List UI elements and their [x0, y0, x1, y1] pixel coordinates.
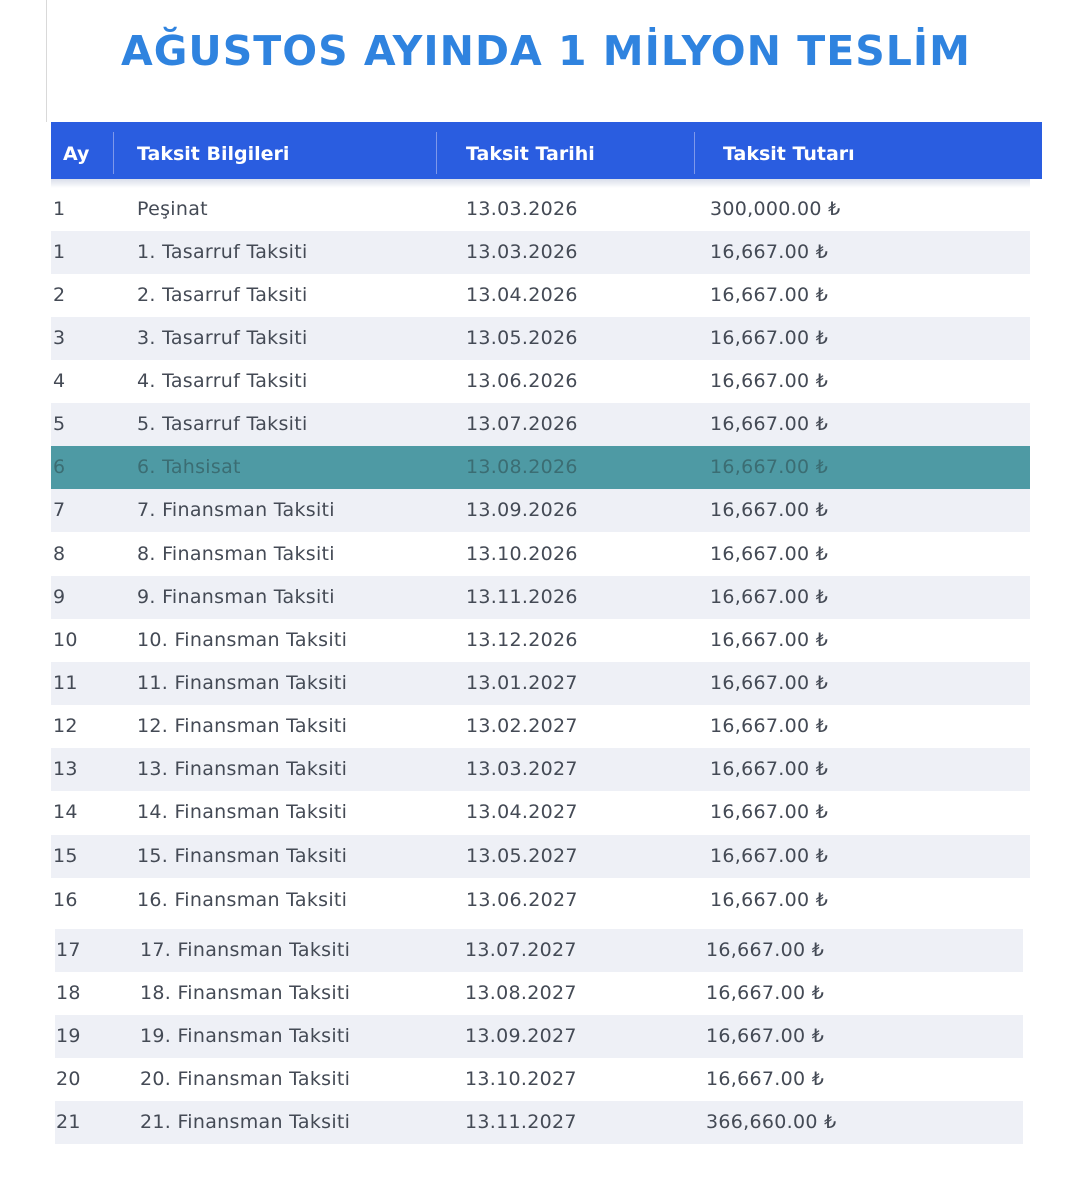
- cell-taksit-tarihi: 13.01.2027: [466, 672, 578, 694]
- table-row: [55, 972, 1023, 1015]
- cell-taksit-tutari: 16,667.00 ₺: [710, 413, 829, 435]
- cell-taksit-bilgileri: 20. Finansman Taksiti: [140, 1068, 351, 1090]
- cell-ay: 12: [53, 715, 78, 737]
- table-row: [51, 403, 1030, 446]
- cell-ay: 4: [53, 370, 66, 392]
- header-separator: [436, 132, 437, 174]
- cell-taksit-tutari: 16,667.00 ₺: [710, 327, 829, 349]
- header-separator: [113, 132, 114, 174]
- cell-ay: 7: [53, 499, 66, 521]
- cell-taksit-tutari: 16,667.00 ₺: [710, 499, 829, 521]
- cell-ay: 2: [53, 284, 66, 306]
- cell-taksit-bilgileri: 3. Tasarruf Taksiti: [137, 327, 308, 349]
- cell-taksit-tutari: 366,660.00 ₺: [706, 1111, 837, 1133]
- table-row: [51, 619, 1030, 662]
- table-row: [55, 1015, 1023, 1058]
- cell-ay: 10: [53, 629, 78, 651]
- cell-taksit-bilgileri: Peşinat: [137, 198, 208, 220]
- cell-taksit-tarihi: 13.06.2027: [466, 889, 578, 911]
- table-row: [51, 576, 1030, 619]
- table-row: [55, 1058, 1023, 1101]
- cell-taksit-bilgileri: 21. Finansman Taksiti: [140, 1111, 351, 1133]
- cell-taksit-tarihi: 13.06.2026: [466, 370, 578, 392]
- header-separator: [694, 132, 695, 174]
- cell-taksit-tutari: 16,667.00 ₺: [710, 889, 829, 911]
- header-taksit-bilgileri: Taksit Bilgileri: [137, 143, 290, 165]
- cell-taksit-tarihi: 13.11.2026: [466, 586, 578, 608]
- page-title: AĞUSTOS AYINDA 1 MİLYON TESLİM: [121, 27, 971, 75]
- cell-ay: 3: [53, 327, 66, 349]
- cell-ay: 15: [53, 845, 78, 867]
- cell-taksit-bilgileri: 11. Finansman Taksiti: [137, 672, 348, 694]
- cell-taksit-tarihi: 13.04.2026: [466, 284, 578, 306]
- cell-taksit-tutari: 16,667.00 ₺: [710, 543, 829, 565]
- cell-taksit-bilgileri: 12. Finansman Taksiti: [137, 715, 348, 737]
- cell-taksit-tarihi: 13.03.2026: [466, 198, 578, 220]
- cell-ay: 1: [53, 241, 66, 263]
- cell-taksit-tarihi: 13.11.2027: [465, 1111, 577, 1133]
- cell-taksit-tutari: 16,667.00 ₺: [710, 629, 829, 651]
- cell-taksit-bilgileri: 13. Finansman Taksiti: [137, 758, 348, 780]
- cell-ay: 14: [53, 801, 78, 823]
- cell-taksit-bilgileri: 14. Finansman Taksiti: [137, 801, 348, 823]
- cell-ay: 21: [56, 1111, 81, 1133]
- cell-ay: 11: [53, 672, 78, 694]
- table-row: [51, 360, 1030, 403]
- cell-ay: 5: [53, 413, 66, 435]
- cell-ay: 17: [56, 939, 81, 961]
- cell-taksit-tarihi: 13.09.2026: [466, 499, 578, 521]
- cell-taksit-tutari: 16,667.00 ₺: [706, 982, 825, 1004]
- cell-taksit-tutari: 16,667.00 ₺: [710, 284, 829, 306]
- cell-taksit-tarihi: 13.07.2027: [465, 939, 577, 961]
- header-taksit-tutari: Taksit Tutarı: [723, 143, 855, 165]
- cell-taksit-tarihi: 13.05.2026: [466, 327, 578, 349]
- table-row: [51, 274, 1030, 317]
- cell-taksit-tutari: 16,667.00 ₺: [706, 1068, 825, 1090]
- cell-taksit-tarihi: 13.02.2027: [466, 715, 578, 737]
- cell-taksit-tutari: 16,667.00 ₺: [710, 715, 829, 737]
- cell-taksit-bilgileri: 15. Finansman Taksiti: [137, 845, 348, 867]
- cell-taksit-tarihi: 13.04.2027: [466, 801, 578, 823]
- table-header: [51, 122, 1042, 179]
- cell-ay: 1: [53, 198, 66, 220]
- cell-taksit-tarihi: 13.09.2027: [465, 1025, 577, 1047]
- cell-ay: 8: [53, 543, 66, 565]
- table-row-highlighted: [51, 446, 1030, 489]
- table-row: [55, 929, 1023, 972]
- cell-ay: 19: [56, 1025, 81, 1047]
- cell-taksit-bilgileri: 7. Finansman Taksiti: [137, 499, 335, 521]
- cell-taksit-tutari: 16,667.00 ₺: [710, 845, 829, 867]
- cell-taksit-tarihi: 13.03.2027: [466, 758, 578, 780]
- cell-taksit-tutari: 16,667.00 ₺: [710, 586, 829, 608]
- cell-taksit-tutari: 16,667.00 ₺: [710, 456, 829, 478]
- cell-taksit-tutari: 16,667.00 ₺: [710, 801, 829, 823]
- cell-taksit-tarihi: 13.05.2027: [466, 845, 578, 867]
- installment-table: [51, 122, 1042, 1133]
- cell-taksit-bilgileri: 1. Tasarruf Taksiti: [137, 241, 308, 263]
- table-row: [51, 231, 1030, 274]
- cell-ay: 16: [53, 889, 78, 911]
- table-row: [51, 705, 1030, 748]
- table-row: [55, 1101, 1023, 1144]
- header-taksit-tarihi: Taksit Tarihi: [466, 143, 595, 165]
- cell-ay: 9: [53, 586, 66, 608]
- table-row: [51, 489, 1030, 532]
- cell-taksit-tutari: 16,667.00 ₺: [706, 1025, 825, 1047]
- cell-taksit-tutari: 16,667.00 ₺: [706, 939, 825, 961]
- cell-taksit-tarihi: 13.08.2026: [466, 456, 578, 478]
- cell-taksit-bilgileri: 19. Finansman Taksiti: [140, 1025, 351, 1047]
- cell-ay: 20: [56, 1068, 81, 1090]
- cell-taksit-bilgileri: 9. Finansman Taksiti: [137, 586, 335, 608]
- cell-taksit-tarihi: 13.10.2027: [465, 1068, 577, 1090]
- cell-taksit-tarihi: 13.07.2026: [466, 413, 578, 435]
- cell-taksit-bilgileri: 5. Tasarruf Taksiti: [137, 413, 308, 435]
- cell-taksit-tarihi: 13.03.2026: [466, 241, 578, 263]
- table-row: [51, 317, 1030, 360]
- cell-taksit-tutari: 16,667.00 ₺: [710, 370, 829, 392]
- cell-ay: 18: [56, 982, 81, 1004]
- table-row: [51, 748, 1030, 791]
- cell-ay: 6: [53, 456, 66, 478]
- cell-taksit-bilgileri: 8. Finansman Taksiti: [137, 543, 335, 565]
- table-row: [51, 835, 1030, 878]
- table-row: [51, 791, 1030, 834]
- cell-taksit-tutari: 16,667.00 ₺: [710, 672, 829, 694]
- table-row: [51, 662, 1030, 705]
- cell-taksit-tarihi: 13.08.2027: [465, 982, 577, 1004]
- cell-taksit-tutari: 16,667.00 ₺: [710, 241, 829, 263]
- cell-taksit-tarihi: 13.10.2026: [466, 543, 578, 565]
- cell-taksit-bilgileri: 2. Tasarruf Taksiti: [137, 284, 308, 306]
- cell-taksit-bilgileri: 10. Finansman Taksiti: [137, 629, 348, 651]
- table-row: [51, 879, 1030, 922]
- header-ay: Ay: [63, 143, 90, 165]
- cell-taksit-tutari: 16,667.00 ₺: [710, 758, 829, 780]
- cell-taksit-bilgileri: 16. Finansman Taksiti: [137, 889, 348, 911]
- cell-taksit-bilgileri: 6. Tahsisat: [137, 456, 241, 478]
- cell-ay: 13: [53, 758, 78, 780]
- table-row: [51, 188, 1030, 231]
- cell-taksit-tutari: 300,000.00 ₺: [710, 198, 841, 220]
- cell-taksit-bilgileri: 17. Finansman Taksiti: [140, 939, 351, 961]
- cell-taksit-bilgileri: 4. Tasarruf Taksiti: [137, 370, 308, 392]
- cell-taksit-tarihi: 13.12.2026: [466, 629, 578, 651]
- cell-taksit-bilgileri: 18. Finansman Taksiti: [140, 982, 351, 1004]
- header-shadow: [51, 179, 1030, 188]
- table-row: [51, 533, 1030, 576]
